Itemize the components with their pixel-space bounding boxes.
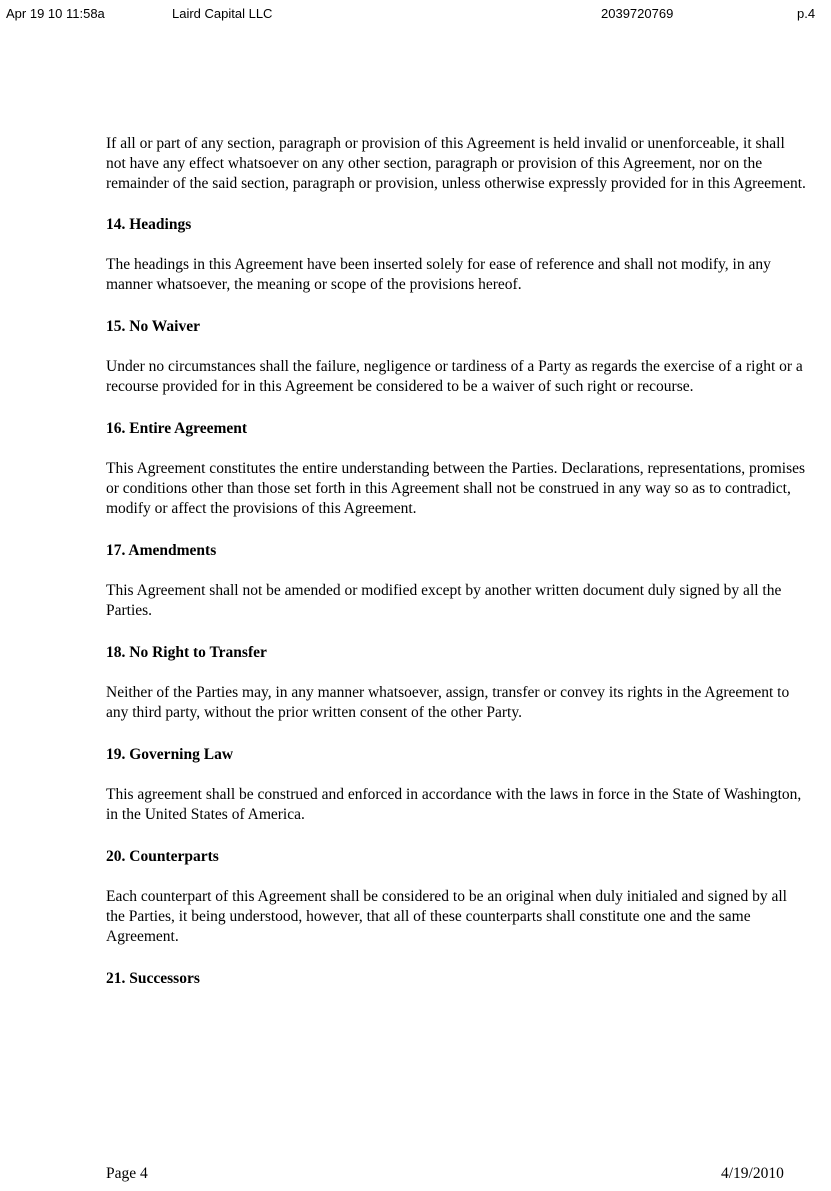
section-text-16: This Agreement constitutes the entire understanding between the Parties. Declarations, representations, promises or conditions other than those set forth in this Agreement shall not be construed in any way so as to contradict, modify or affect the provisions of this Agreement. — [106, 460, 806, 517]
fax-header-page: p.4 — [797, 6, 816, 21]
section-text-17: This Agreement shall not be amended or modified except by another written document duly signed by all the Parties. — [106, 582, 782, 619]
section-heading-18: 18. No Right to Transfer — [106, 644, 267, 661]
footer-page-label: Page 4 — [106, 1165, 148, 1182]
section-heading-16: 16. Entire Agreement — [106, 420, 248, 437]
document-body — [106, 134, 806, 1009]
fax-header-phone: 2039720769 — [601, 6, 674, 21]
fax-header-company: Laird Capital LLC — [172, 6, 273, 21]
section-heading-15: 15. No Waiver — [106, 318, 200, 335]
section-heading-20: 20. Counterparts — [106, 848, 219, 865]
intro-paragraph: If all or part of any section, paragraph or provision of this Agreement is held invalid or unenforceable, it shall not have any effect whatsoever on any other section, paragraph or provision of this Agreement, nor on the remainder of the said section, paragraph or provision, unless otherwise expressly provided for in this Agreement. — [106, 135, 806, 192]
fax-header-date: Apr 19 10 11:58a — [6, 6, 105, 21]
fax-header — [0, 6, 831, 22]
section-heading-14: 14. Headings — [106, 216, 192, 233]
section-text-18: Neither of the Parties may, in any manner whatsoever, assign, transfer or convey its rights in the Agreement to any third party, without the prior written consent of the other Party. — [106, 684, 790, 721]
section-text-19: This agreement shall be construed and enforced in accordance with the laws in force in the State of Washington, in the United States of America. — [106, 786, 802, 823]
section-text-20: Each counterpart of this Agreement shall be considered to be an original when duly initialed and signed by all the Parties, it being understood, however, that all of these counterparts shall constitute one and the same Agreement. — [106, 888, 787, 945]
section-text-15: Under no circumstances shall the failure, negligence or tardiness of a Party as regards the exercise of a right or a recourse provided for in this Agreement be considered to be a waiver of such right or recourse. — [106, 358, 803, 395]
section-heading-19: 19. Governing Law — [106, 746, 234, 763]
footer-date: 4/19/2010 — [721, 1165, 784, 1182]
section-heading-21: 21. Successors — [106, 970, 200, 987]
section-heading-17: 17. Amendments — [106, 542, 217, 559]
section-text-14: The headings in this Agreement have been inserted solely for ease of reference and shall not modify, in any manner whatsoever, the meaning or scope of the provisions hereof. — [106, 256, 771, 293]
